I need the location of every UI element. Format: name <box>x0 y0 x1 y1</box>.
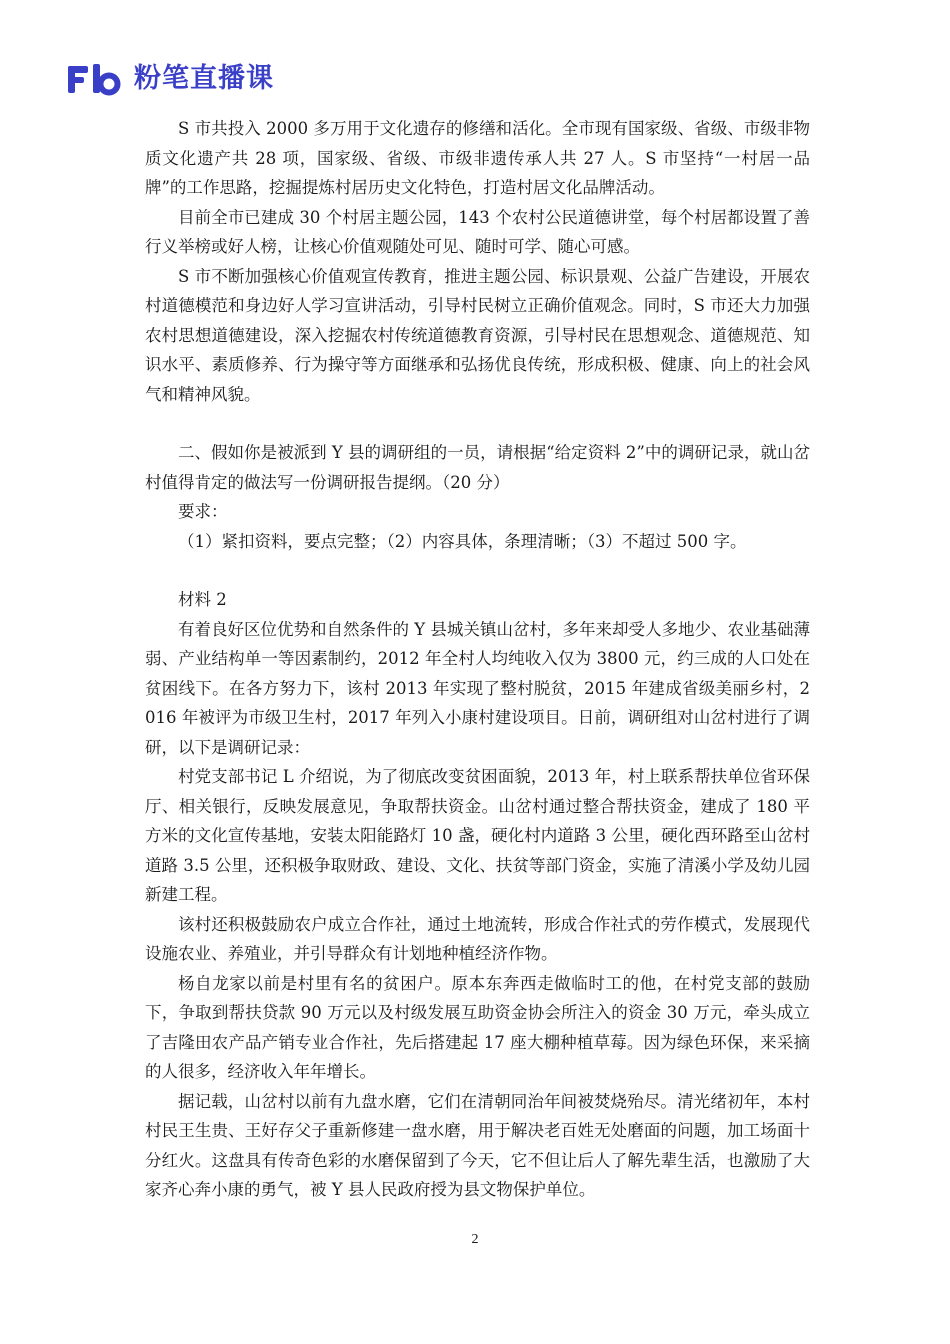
material-paragraph: 该村还积极鼓励农户成立合作社，通过土地流转，形成合作社式的劳作模式，发展现代设施农业、养殖业，并引导群众有计划地种植经济作物。 <box>145 914 810 963</box>
material-paragraph: 有着良好区位优势和自然条件的 Y 县城关镇山岔村，多年来却受人多地少、农业基础薄弱、产业结构单一等因素制约，2012 年全村人均纯收入仅为 3800 元，约三成的人口处在贫困线下。在各方努力下，该村 2013 年实现了整村脱贫，2015 年建成省级美丽乡村，2016 年被评为市级卫生村，2017 年列入小康村建设项目。日前，调研组对山岔村进行了调研，以下是调研记录： <box>145 619 810 757</box>
paragraph: S 市共投入 2000 多万用于文化遗存的修缮和活化。全市现有国家级、省级、市级非物质文化遗产共 28 项，国家级、省级、市级非遗传承人共 27 人。S 市坚持“一村居一品牌”的工作思路，挖掘提炼村居历史文化特色，打造村居文化品牌活动。 <box>145 119 810 197</box>
fenbi-logo-icon <box>66 62 130 96</box>
requirements-items: （1）紧扣资料，要点完整；（2）内容具体，条理清晰；（3）不超过 500 字。 <box>178 531 747 551</box>
page-number: 2 <box>471 1232 479 1247</box>
paragraph: 目前全市已建成 30 个村居主题公园，143 个农村公民道德讲堂，每个村居都设置了善行义举榜或好人榜，让核心价值观随处可见、随时可学、随心可感。 <box>145 207 810 256</box>
paragraph: S 市不断加强核心价值观宣传教育，推进主题公园、标识景观、公益广告建设，开展农村道德模范和身边好人学习宣讲活动，引导村民树立正确价值观念。同时，S 市还大力加强农村思想道德建设，深入挖掘农村传统道德教育资源，引导村民在思想观念、道德规范、知识水平、素质修养、行为操守等方面继承和弘扬优良传统，形成积极、健康、向上的社会风气和精神风貌。 <box>145 266 810 404</box>
requirements-label: 要求： <box>178 502 228 521</box>
document-body <box>145 114 810 1205</box>
question-text: 二、假如你是被派到 Y 县的调研组的一员，请根据“给定资料 2”中的调研记录，就山岔村值得肯定的做法写一份调研报告提纲。（20 分） <box>145 443 810 492</box>
material-paragraph: 村党支部书记 L 介绍说，为了彻底改变贫困面貌，2013 年，村上联系帮扶单位省环保厅、相关银行，反映发展意见，争取帮扶资金。山岔村通过整合帮扶资金，建成了 180 平方米的文化宣传基地，安装太阳能路灯 10 盏，硬化村内道路 3 公里，硬化西环路至山岔村道路 3.5 公里，还积极争取财政、建设、文化、扶贫等部门资金，实施了清溪小学及幼儿园新建工程。 <box>145 767 810 904</box>
header <box>66 62 274 96</box>
material-paragraph: 杨自龙家以前是村里有名的贫困户。原本东奔西走做临时工的他，在村党支部的鼓励下，争取到帮扶贷款 90 万元以及村级发展互助资金协会所注入的资金 30 万元，牵头成立了吉隆田农产品产销专业合作社，先后搭建起 17 座大棚种植草莓。因为绿色环保，来采摘的人很多，经济收入年年增长。 <box>145 973 810 1081</box>
material-paragraph: 据记载，山岔村以前有九盘水磨，它们在清朝同治年间被焚烧殆尽。清光绪初年，本村村民王生贵、王好存父子重新修建一盘水磨，用于解决老百姓无处磨面的问题，加工场面十分红火。这盘具有传奇色彩的水磨保留到了今天，它不但让后人了解先辈生活，也激励了大家齐心奔小康的勇气，被 Y 县人民政府授为县文物保护单位。 <box>145 1091 810 1199</box>
logo-text: 粉笔直播课 <box>134 63 274 94</box>
material-title: 材料 2 <box>178 590 227 609</box>
